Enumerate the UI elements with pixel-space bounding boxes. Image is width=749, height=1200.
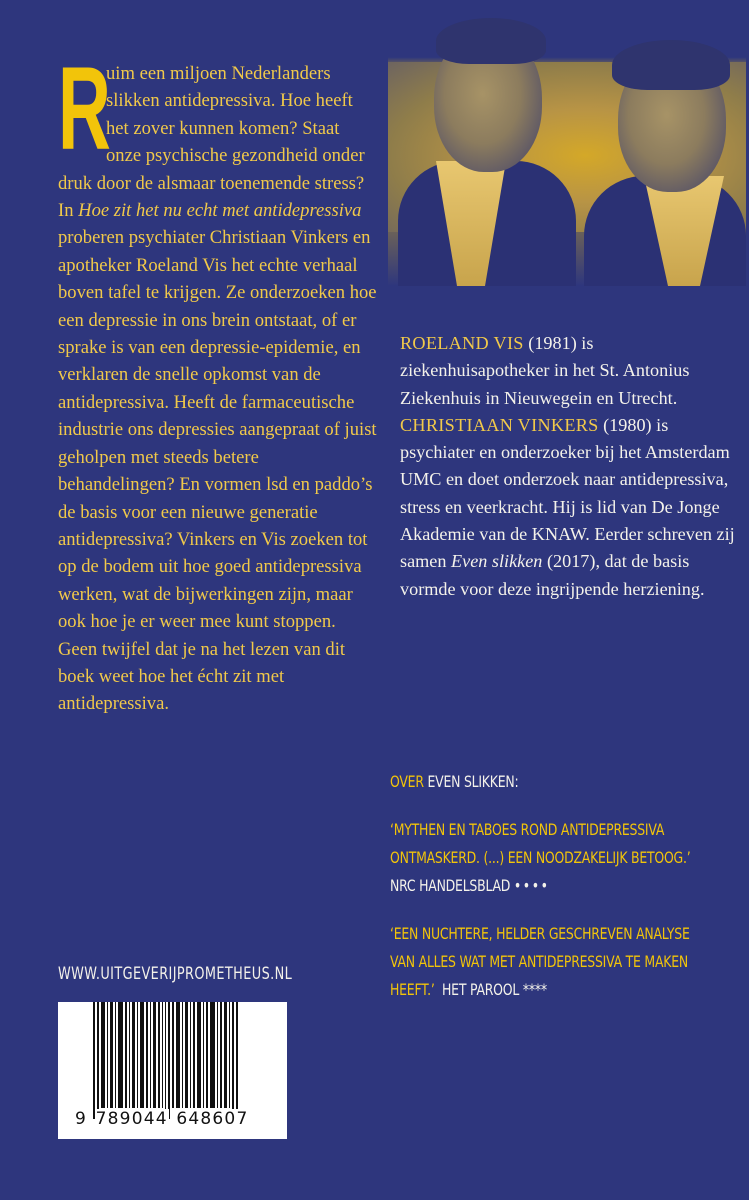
blurb-text (58, 43, 378, 718)
isbn-group1: 789044 (95, 1109, 168, 1129)
isbn-first-digit: 9 (75, 1109, 88, 1129)
barcode-bars (93, 1002, 263, 1119)
quote1-source: NRC HANDELSBLAD (390, 876, 511, 895)
author1-name: ROELAND VIS (400, 333, 524, 353)
quote2-line3: HEEFT.’ (390, 980, 435, 999)
quote2-line1: ‘EEN NUCHTERE, HELDER GESCHREVEN ANALYSE (390, 924, 690, 943)
review-quote-1 (390, 816, 740, 900)
reviews-section (390, 768, 740, 1004)
author-bio (400, 330, 740, 603)
quote2-source: HET PAROOL (442, 980, 520, 999)
reviews-heading (390, 768, 518, 796)
reviews-heading-title: EVEN SLIKKEN: (427, 772, 519, 791)
blurb-part1: uim een miljoen Nederlanders slikken antidepressiva. Hoe heeft het zover kunnen komen? Staat onze psychische gezondheid onder druk door de alsmaar toenemende stress? In (58, 63, 365, 222)
isbn-group2: 648607 (176, 1109, 249, 1129)
reviews-heading-prefix: OVER (390, 772, 424, 791)
quote1-rating: •••• (513, 876, 550, 895)
isbn-number (74, 1109, 249, 1129)
book-title-italic: Hoe zit het nu echt met antidepressiva (78, 200, 362, 222)
author-portrait-right (578, 0, 746, 286)
review-quote-2 (390, 920, 740, 1004)
author1-bio: (1981) is ziekenhuisapotheker in het St. Antonius Ziekenhuis in Nieuwegein en Utrecht. (400, 333, 690, 408)
previous-book-title: Even slikken (451, 551, 543, 572)
dropcap-letter: R (58, 43, 111, 175)
authors-photo (388, 0, 746, 286)
author2-bio: (1980) is psychiater en onderzoeker bij het Amsterdam UMC en doet onderzoek naar antidepressiva, stress en veerkracht. Hij is lid van De Jonge Akademie van de KNAW. Eerder schreven zij samen (400, 414, 735, 572)
quote1-line2: ONTMASKERD. (...) EEN NOODZAKELIJK BETOOG.’ (390, 848, 691, 867)
author2-bio-end: (2017), dat de basis vormde voor deze ingrijpende herziening. (400, 551, 705, 599)
quote2-line2: VAN ALLES WAT MET ANTIDEPRESSIVA TE MAKEN (390, 952, 688, 971)
publisher-url[interactable]: WWW.UITGEVERIJPROMETHEUS.NL (58, 964, 293, 983)
quote1-line1: ‘MYTHEN EN TABOES ROND ANTIDEPRESSIVA (390, 820, 665, 839)
author-portrait-left (388, 0, 578, 286)
author2-name: CHRISTIAAN VINKERS (400, 414, 599, 435)
blurb-part2: proberen psychiater Christiaan Vinkers en apotheker Roeland Vis het echte verhaal boven tafel te krijgen. Ze onderzoeken hoe een depressie in ons brein ontstaat, of er sprake is van een depressie-epidemie, en verklaren de snelle opkomst van de antidepressiva. Heeft de farmaceutische industrie ons depressies aangepraat of juist geholpen met steeds betere behandelingen? En vormen lsd en paddo’s de basis voor een nieuwe generatie antidepressiva? Vinkers en Vis zoeken tot op de bodem uit hoe goed antidepressiva werken, wat de bijwerkingen zijn, maar ook hoe je er weer mee kunt stoppen. Geen twijfel dat je na het lezen van dit boek weet hoe het écht zit met antidepressiva. (58, 227, 377, 715)
quote2-rating: **** (522, 980, 547, 999)
isbn-barcode (58, 1002, 287, 1139)
